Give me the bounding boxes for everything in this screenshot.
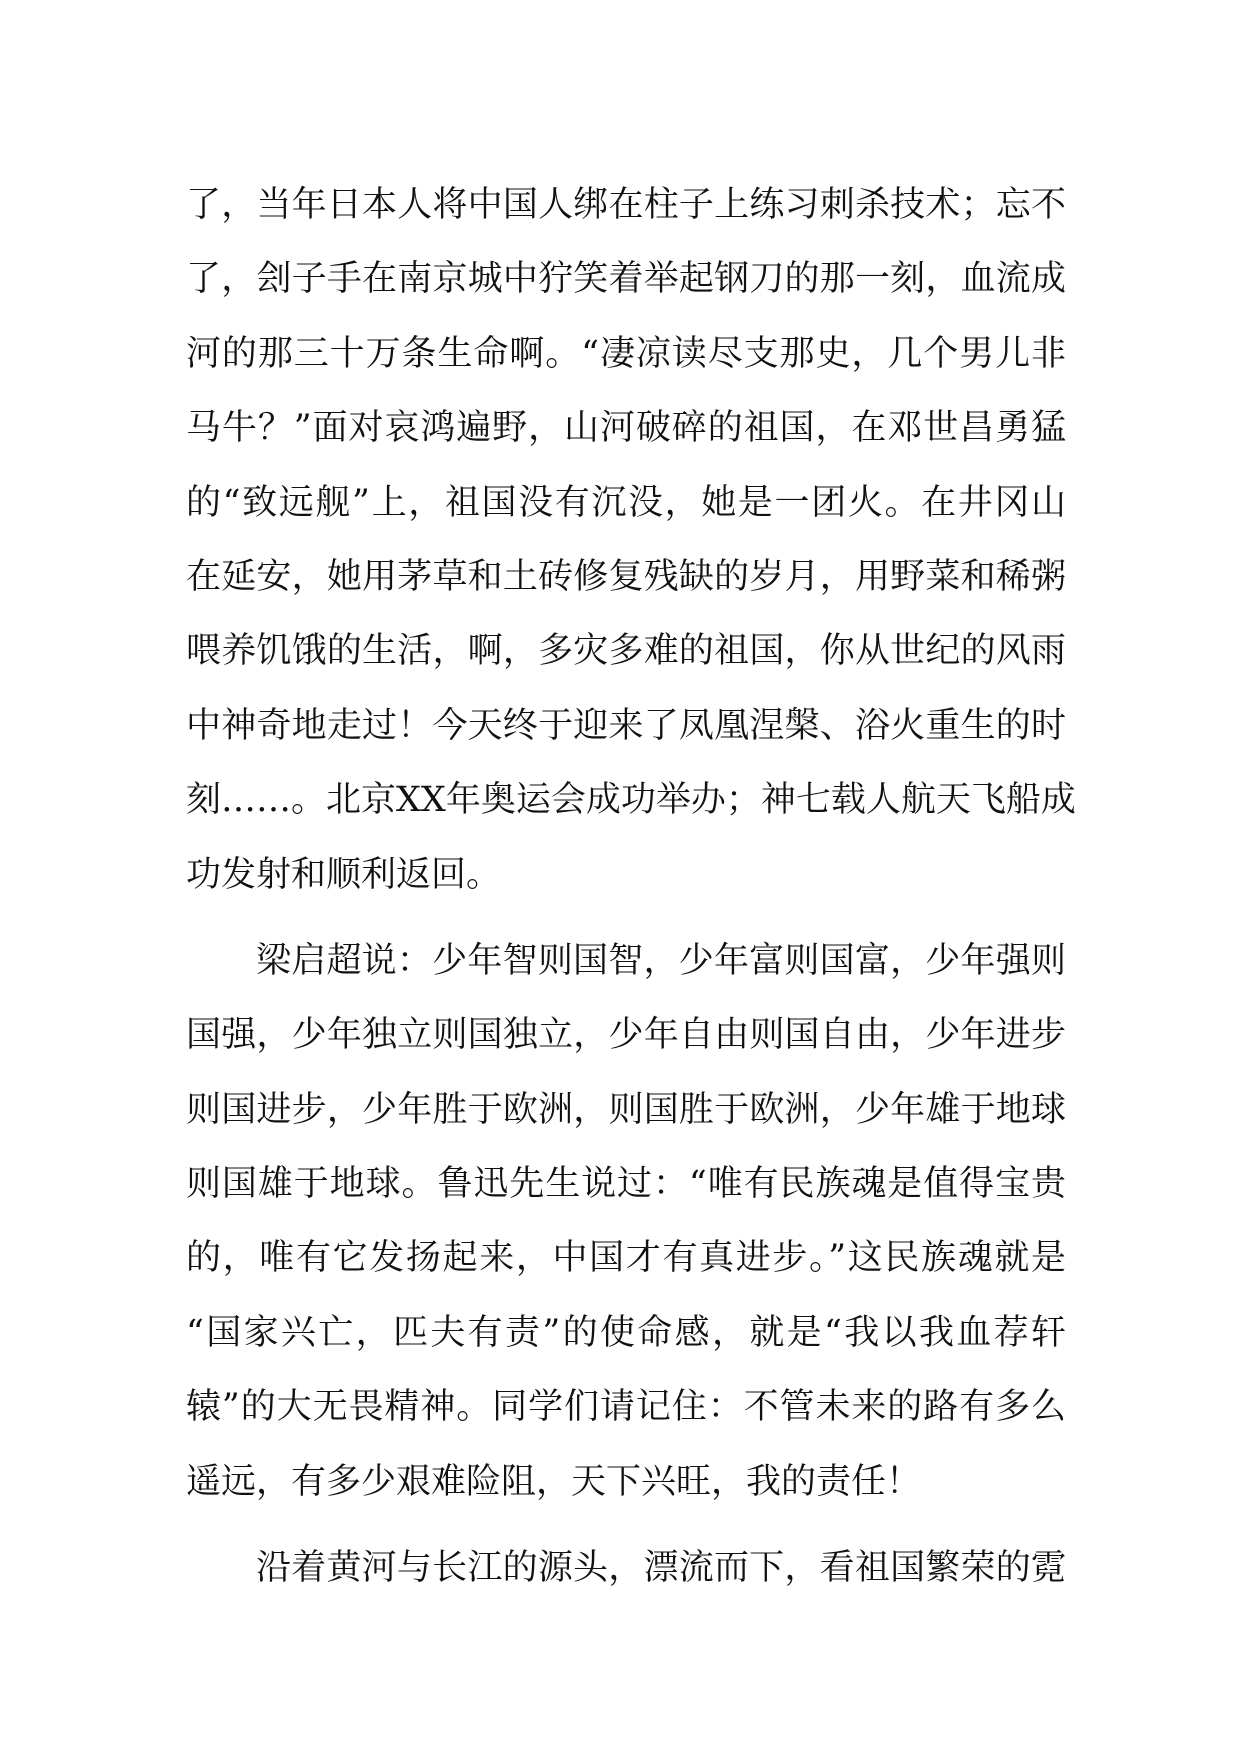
text-line: 马牛？”面对哀鸿遍野，山河破碎的祖国，在邓世昌勇猛 <box>186 408 1066 449</box>
text-line: 中神奇地走过！今天终于迎来了凤凰涅槃、浴火重生的时 <box>186 705 1066 746</box>
paragraph-1 <box>186 168 1076 912</box>
text-line: 河的那三十万条生命啊。“凄凉读尽支那史，几个男儿非 <box>186 333 1066 374</box>
text-line: 了，刽子手在南京城中狞笑着举起钢刀的那一刻，血流成 <box>186 259 1066 300</box>
text-line: 遥远，有多少艰难险阻，天下兴旺，我的责任！ <box>186 1461 922 1502</box>
text-line: 功发射和顺利返回。 <box>186 854 502 895</box>
text-line: 梁启超说：少年智则国智，少年富则国富，少年强则 <box>256 940 1066 981</box>
body-text <box>186 168 1076 1605</box>
paragraph-spacer <box>186 912 1066 924</box>
text-line: 的“致远舰”上，祖国没有沉没，她是一团火。在井冈山 <box>186 482 1066 523</box>
paragraph-spacer <box>186 1519 1066 1531</box>
text-line: 喂养饥饿的生活，啊，多灾多难的祖国，你从世纪的风雨 <box>186 631 1066 672</box>
paragraph-3 <box>186 1531 1066 1605</box>
text-line: 在延安，她用茅草和土砖修复残缺的岁月，用野菜和稀粥 <box>186 556 1066 597</box>
text-line: 了，当年日本人将中国人绑在柱子上练习刺杀技术；忘不 <box>186 185 1066 225</box>
text-line: 的，唯有它发扬起来，中国才有真进步。”这民族魂就是 <box>186 1238 1066 1279</box>
text-line: 沿着黄河与长江的源头，漂流而下，看祖国繁荣的霓 <box>256 1548 1066 1589</box>
text-line: 则国进步，少年胜于欧洲，则国胜于欧洲，少年雄于地球 <box>186 1089 1066 1130</box>
text-line: “国家兴亡，匹夫有责”的使命感，就是“我以我血荐轩 <box>186 1312 1066 1353</box>
paragraph-2 <box>186 924 1066 1519</box>
text-line: 国强，少年独立则国独立，少年自由则国自由，少年进步 <box>186 1015 1066 1056</box>
text-line: 则国雄于地球。鲁迅先生说过：“唯有民族魂是值得宝贵 <box>186 1164 1066 1205</box>
text-line: 辕”的大无畏精神。同学们请记住：不管未来的路有多么 <box>186 1387 1066 1428</box>
text-line: 刻……。北京XX年奥运会成功举办；神七载人航天飞船成 <box>186 780 1076 821</box>
